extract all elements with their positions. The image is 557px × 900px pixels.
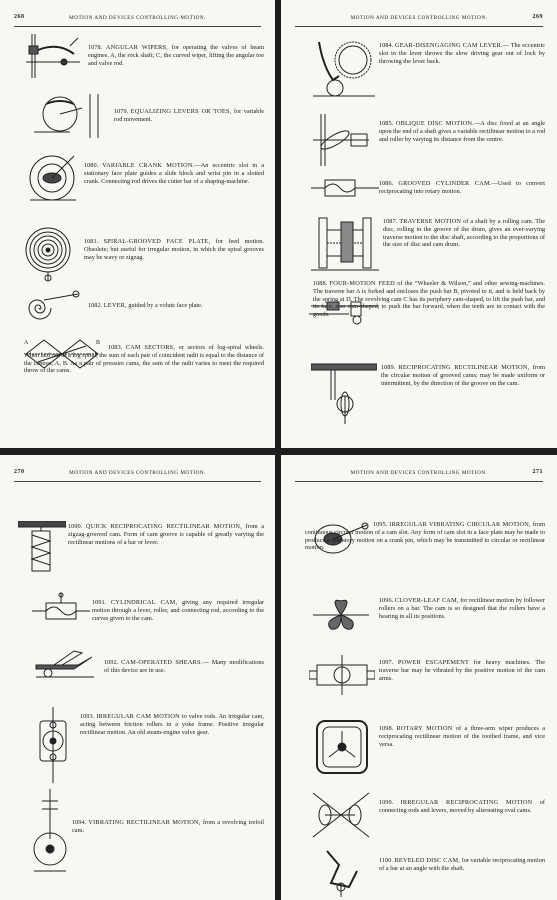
page-header — [295, 469, 543, 482]
entry-1099: 1099. IRREGULAR RECIPROCATING MOTION of connecting rods and levers, moved by alternating oval cams. — [379, 799, 545, 814]
spiral-face-plate-figure — [22, 226, 78, 282]
entry-1083: 1083. CAM SECTORS, or sectors of log-spiral wheels. When laid out as a log spiral, the sum of each pair of coincident radii is equal to the distance of the centres, A, B. As a pair of pressure cams, the sum of the radii varies to meet the required throw of the cams. — [24, 344, 265, 375]
reciprocating-rectilinear-figure — [311, 356, 377, 426]
gear-disengaging-cam-figure — [313, 36, 375, 98]
page-header — [295, 14, 543, 27]
entry-1098: 1098. ROTARY MOTION of a three-arm wiper produces a reciprocating rectilinear motion of the toothed frame, and vice versa. — [379, 725, 545, 748]
three-arm-wiper-figure — [313, 717, 371, 777]
entry-1090: 1090. QUICK RECIPROCATING RECTILINEAR MOTION, from a zigzag-grooved cam. Form of cam groove is capable of greatly varying the rectilinear motions of a bar or lever. — [68, 523, 265, 546]
page-270 — [0, 455, 275, 900]
page-number: 269 — [532, 14, 543, 20]
cam-shears-figure — [34, 647, 96, 679]
entry-1082: 1082. LEVER, guided by a volute face plate. — [88, 302, 203, 309]
entry-1093: 1093. IRREGULAR CAM MOTION to valve rods. An irregular cam, acting between friction rollers in a yoke frame. Positive irregular rectilinear motion. An old steam-engine valve gear. — [80, 713, 264, 736]
entry-1097: 1097. POWER ESCAPEMENT for heavy machines. The traverse bar may be vibrated by the positive motion of the cam arms. — [379, 659, 545, 682]
page-269 — [281, 0, 557, 448]
running-head: MOTION AND DEVICES CONTROLLING MOTION. — [69, 14, 206, 21]
page-number: 271 — [532, 469, 543, 475]
page-number: 268 — [14, 14, 25, 20]
yoke-frame-cam-figure — [36, 707, 70, 783]
running-head: MOTION AND DEVICES CONTROLLING MOTION. — [350, 14, 488, 21]
beveled-disc-cam-figure — [319, 843, 365, 897]
equalizing-levers-figure — [30, 90, 110, 140]
entry-1095: 1095. IRREGULAR VIBRATING CIRCULAR MOTION, from continuous circular motion of a cam slot. Any form of cam slot in a face plate may be made to produce a vibratory motion on a crank pin, which may be transmitted to circular or rectilinear motion. — [305, 521, 545, 552]
page-number: 270 — [14, 469, 25, 475]
zigzag-cam-figure — [18, 521, 66, 573]
entry-1092: 1092. CAM-OPERATED SHEARS.— Many modifications of this device are in use. — [104, 659, 264, 674]
entry-1091: 1091. CYLINDRICAL CAM, giving any required irregular motion through a lever, roller, and connecting rod, according to the curves given to the cam. — [92, 599, 265, 622]
power-escapement-figure — [309, 651, 375, 699]
oblique-disc-figure — [311, 110, 371, 168]
entry-1085: 1085. OBLIQUE DISC MOTION.—A disc fixed at an angle upon the end of a shaft gives a variable rectilinear motion to a rod and roller by varying its distance from the centre. — [379, 120, 545, 143]
entry-1086: 1086. GROOVED CYLINDER CAM.—Used to convert reciprocating into rotary motion. — [379, 180, 546, 195]
entry-1080: 1080. VARIABLE CRANK MOTION.—An eccentric slot in a stationary face plate guides a slide block and wrist pin in a slotted crank. Connecting rod drives the cutter bar of a shaping-machine. — [84, 162, 264, 185]
page-header — [14, 14, 261, 27]
traverse-motion-figure — [311, 214, 379, 274]
clover-leaf-cam-figure — [313, 595, 369, 635]
entry-1084: 1084. GEAR-DISENGAGING CAM LEVER.— The eccentric slot in the lever throws the slow driving gear out of lock by throwing the lever back. — [379, 42, 545, 65]
variable-crank-figure — [26, 150, 80, 210]
angular-wiper-figure — [24, 32, 82, 80]
entry-1100: 1100. BEVELED DISC CAM, for variable reciprocating motion of a bar at an angle with the shaft. — [379, 857, 545, 872]
oval-cams-figure — [311, 789, 371, 841]
entry-1078: 1078. ANGULAR WIPERS, for operating the valves of beam engines. A, the rock shaft; C, the curved wiper, lifting the angular toe and valve rod. — [88, 44, 264, 67]
running-head: MOTION AND DEVICES CONTROLLING MOTION. — [350, 469, 488, 476]
svg-text:B: B — [96, 340, 101, 346]
entry-1096: 1096. CLOVER-LEAF CAM, for rectilinear motion by follower rollers on a bar. The cam is so designed that the rollers have a bearing in all its positions. — [379, 597, 545, 620]
entry-1079: 1079. EQUALIZING LEVERS OR TOES, for variable rod movement. — [114, 108, 264, 123]
page-header — [14, 469, 261, 482]
svg-text:A: A — [24, 340, 29, 346]
entry-1088: 1088. FOUR-MOTION FEED of the “Wheeler & Wilson,” and other sewing-machines. The traverse bar A is forked and encloses the push bar B, pivoted to it, and is held back by the spring at D. The revolving cam C has its periphery cam-shaped, to lift the push bar, and its face, also cam-shaped, to push the bar forward, when the teeth are in contact with the goods. — [313, 280, 545, 319]
running-head: MOTION AND DEVICES CONTROLLING MOTION. — [69, 469, 206, 476]
entry-1094: 1094. VIBRATING RECTILINEAR MOTION, from a revolving trefoil cam. — [72, 819, 265, 834]
entry-1081: 1081. SPIRAL-GROOVED FACE PLATE, for feed motion. Obsolete; but useful for irregular motion, in which the spiral grooves may be wavy or zigzag. — [84, 238, 264, 261]
page-271 — [281, 455, 557, 900]
entry-1089: 1089. RECIPROCATING RECTILINEAR MOTION, from the circular motion of grooved cams; may be made uniform or intermittent, by the direction of the groove on the cam. — [381, 364, 545, 387]
trefoil-cam-figure — [32, 789, 68, 873]
volute-lever-figure — [22, 290, 82, 324]
page-268 — [0, 0, 275, 448]
entry-1087: 1087. TRAVERSE MOTION of a shaft by a rolling cam. The disc, rolling in the groove of the drum, gives an ever-varying traverse motion to the disc shaft, according to the proportions of the size of disc and cam drum. — [383, 218, 546, 249]
grooved-cylinder-cam-figure — [311, 176, 379, 200]
cylindrical-cam-figure — [32, 591, 90, 631]
